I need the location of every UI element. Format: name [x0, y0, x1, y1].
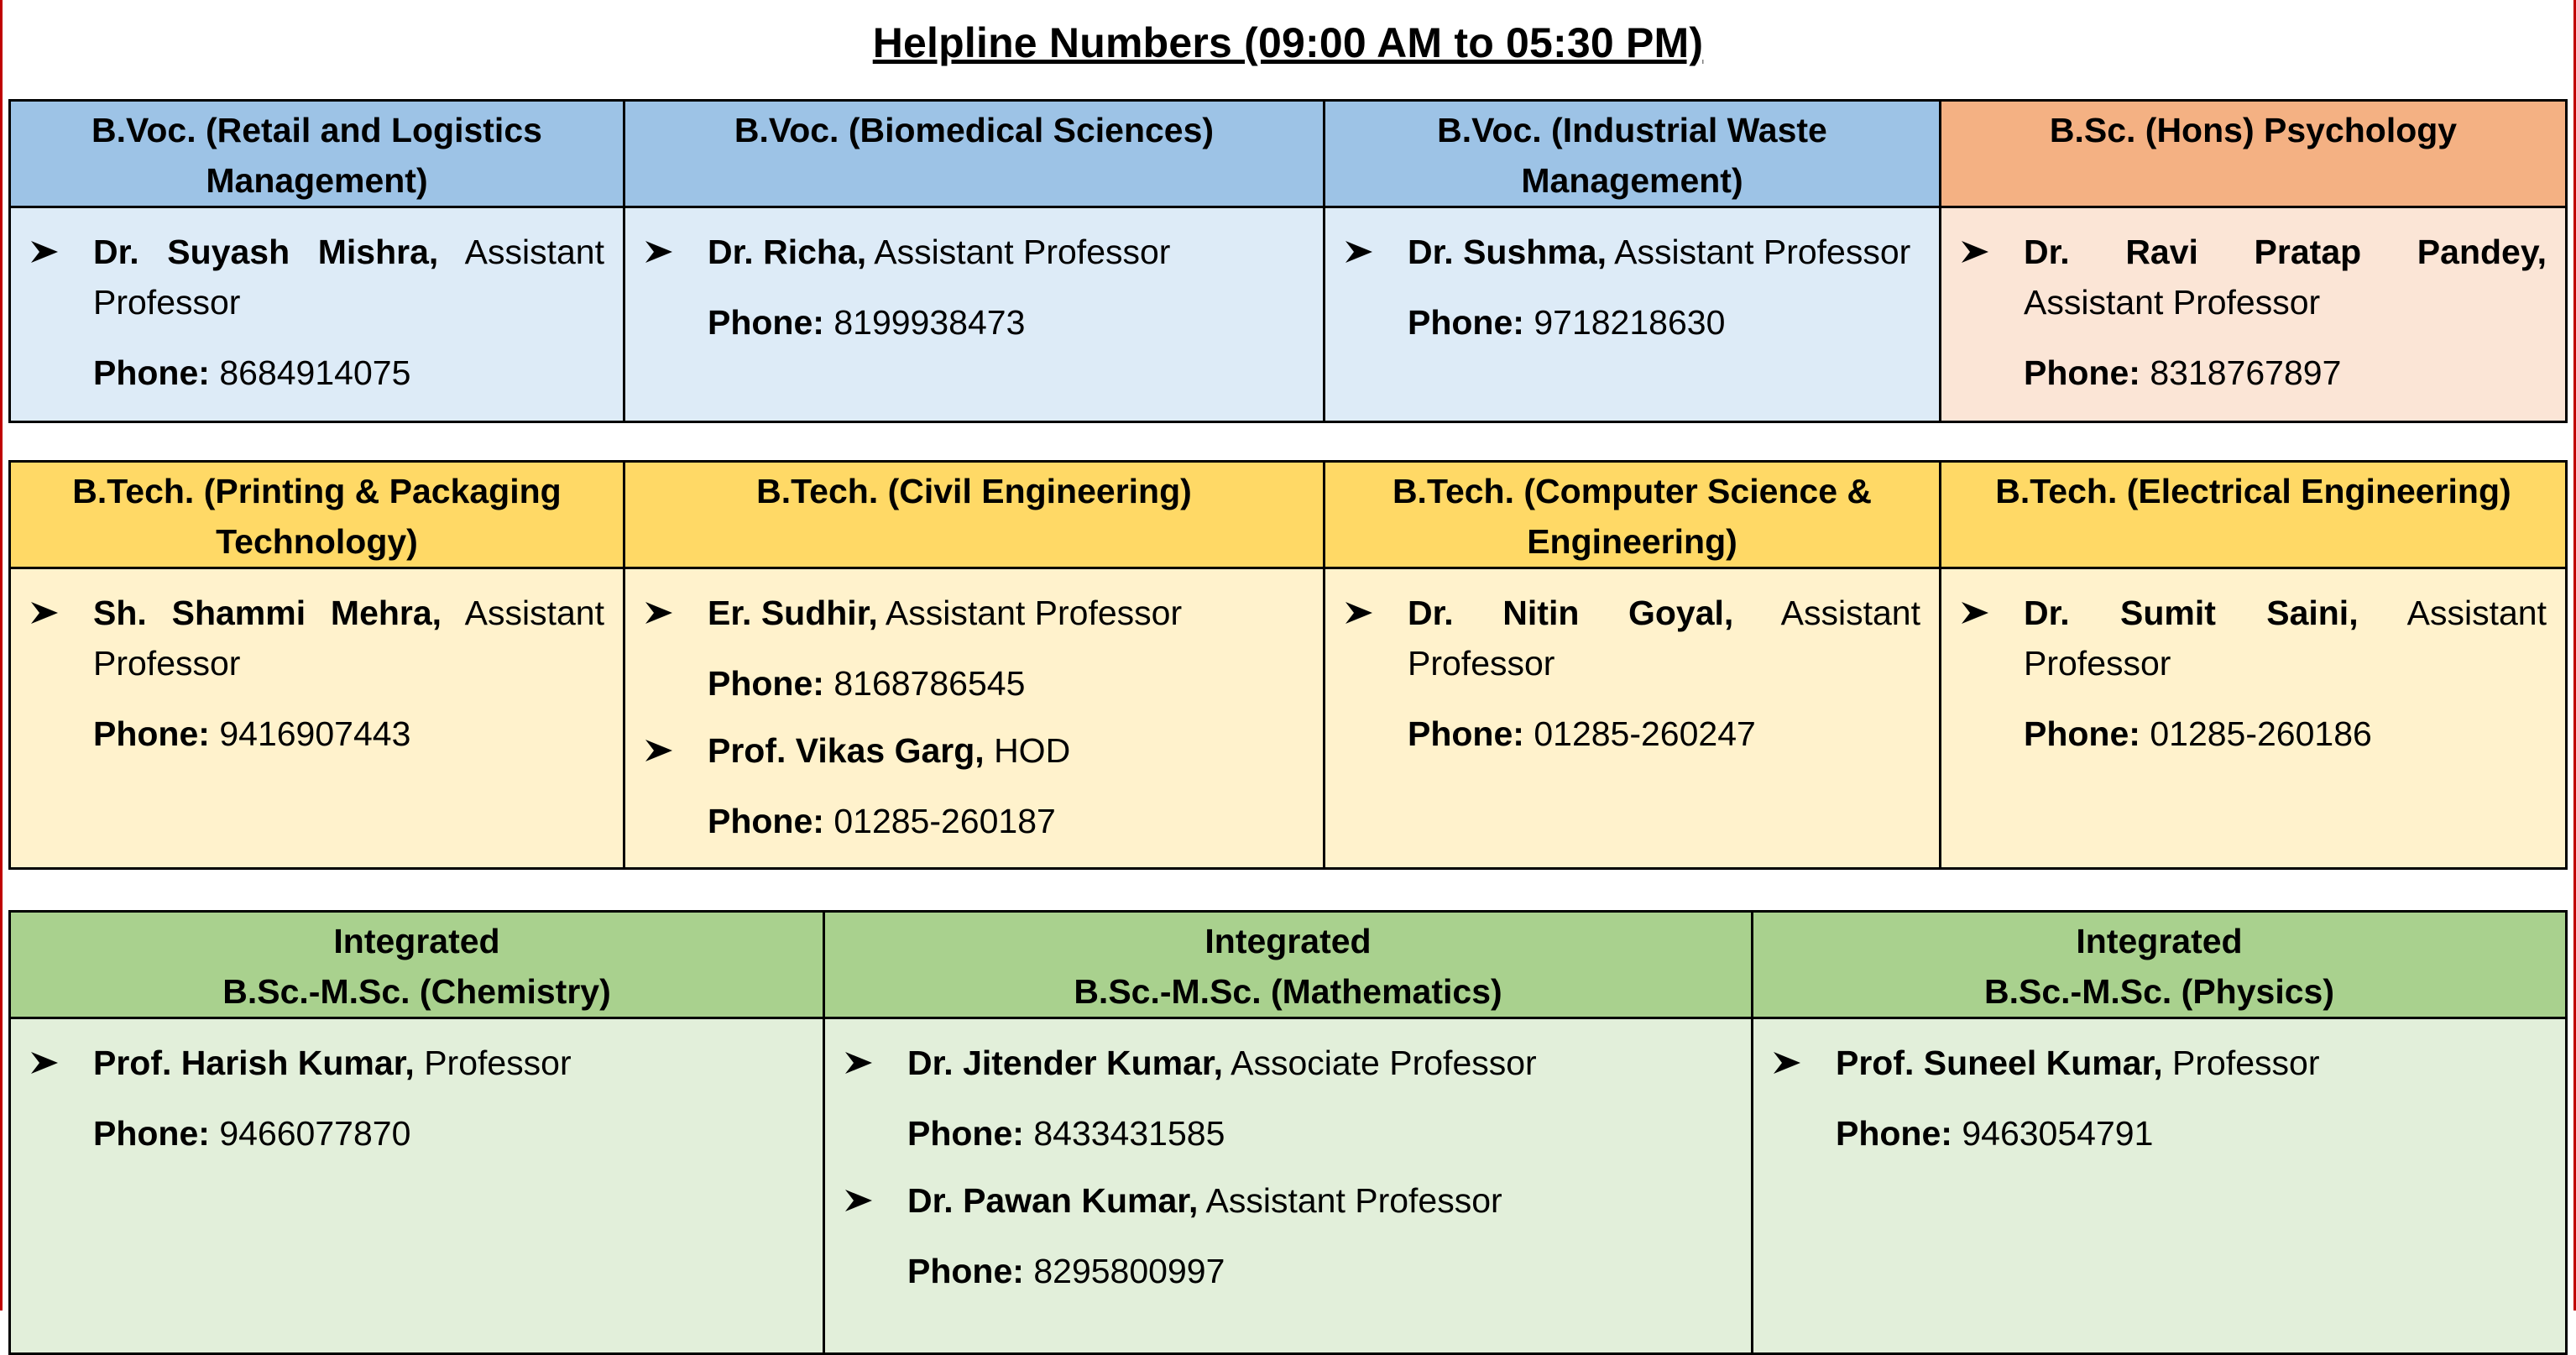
phone-number: 8684914075: [219, 353, 411, 392]
phone-number: 8168786545: [833, 664, 1026, 703]
btech-helpline-table: [8, 460, 2568, 870]
contact-role: Associate Professor: [1231, 1044, 1537, 1082]
column-heading-computer-science: B.Tech. (Computer Science & Engineering): [1325, 462, 1941, 568]
phone-number: 9463054791: [1962, 1114, 2154, 1153]
contact-role: Assistant Professor: [2024, 283, 2321, 322]
phone-number: 9718218630: [1534, 303, 1726, 342]
phone-number: 9466077870: [219, 1114, 411, 1153]
contact-name: Prof. Vikas Garg,: [708, 731, 985, 770]
phone-label: Phone:: [93, 353, 210, 392]
contact-role: Assistant Professor: [1614, 233, 1911, 271]
contact-entry: [844, 1038, 1732, 1159]
phone-label: Phone:: [708, 802, 824, 840]
contact-entry: [1960, 588, 2547, 759]
contact-name: Prof. Suneel Kumar,: [1836, 1044, 2163, 1082]
contact-entry: [644, 227, 1304, 348]
phone-number: 8318767897: [2150, 353, 2342, 392]
phone-label: Phone:: [1408, 714, 1524, 753]
contact-role: Assistant Professor: [885, 594, 1183, 632]
column-heading-psychology: B.Sc. (Hons) Psychology: [1941, 101, 2567, 207]
phone-label: Phone:: [93, 1114, 210, 1153]
heading-line: Integrated: [1204, 922, 1372, 960]
contact-role: Assistant Professor: [93, 233, 604, 322]
table-header-row: [10, 101, 2567, 207]
contact-cell: [1941, 207, 2567, 422]
contact-name: Sh. Shammi Mehra,: [93, 594, 442, 632]
contact-cell: [624, 207, 1325, 422]
heading-line: Integrated: [2076, 922, 2243, 960]
phone-label: Phone:: [93, 714, 210, 753]
contact-entry: [644, 725, 1304, 846]
contact-entry: [29, 227, 604, 398]
heading-line: Integrated: [333, 922, 500, 960]
arrow-bullet-icon: [644, 227, 677, 277]
contact-cell: [10, 568, 624, 869]
table-header-row: [10, 912, 2567, 1018]
phone-label: Phone:: [907, 1252, 1024, 1290]
column-heading-industrial-waste: B.Voc. (Industrial Waste Management): [1325, 101, 1941, 207]
contact-role: HOD: [994, 731, 1071, 770]
phone-label: Phone:: [2024, 714, 2140, 753]
phone-number: 8433431585: [1033, 1114, 1225, 1153]
arrow-bullet-icon: [29, 588, 63, 638]
contact-cell: [1753, 1018, 2567, 1354]
contact-name: Er. Sudhir,: [708, 594, 878, 632]
phone-label: Phone:: [708, 664, 824, 703]
contact-cell: [1325, 568, 1941, 869]
contact-cell: [824, 1018, 1753, 1354]
contact-cell: [1941, 568, 2567, 869]
column-heading-chemistry: [10, 912, 824, 1018]
column-heading-electrical: B.Tech. (Electrical Engineering): [1941, 462, 2567, 568]
column-heading-biomedical: B.Voc. (Biomedical Sciences): [624, 101, 1325, 207]
phone-number: 8295800997: [1033, 1252, 1225, 1290]
contact-name: Dr. Jitender Kumar,: [907, 1044, 1223, 1082]
arrow-bullet-icon: [29, 227, 63, 277]
contact-entry: [644, 588, 1304, 709]
contact-entry: [1344, 588, 1920, 759]
integrated-helpline-table: [8, 910, 2568, 1355]
contact-cell: [624, 568, 1325, 869]
contact-name: Dr. Suyash Mishra,: [93, 233, 439, 271]
contact-name: Dr. Sumit Saini,: [2024, 594, 2359, 632]
contact-role: Professor: [2172, 1044, 2320, 1082]
contact-name: Dr. Sushma,: [1408, 233, 1607, 271]
phone-number: 01285-260187: [833, 802, 1056, 840]
phone-label: Phone:: [907, 1114, 1024, 1153]
contact-role: Assistant Professor: [2024, 594, 2547, 683]
table-row: [10, 207, 2567, 422]
page-border-left: [0, 0, 3, 1311]
table-row: [10, 568, 2567, 869]
phone-label: Phone:: [1408, 303, 1524, 342]
contact-entry: [29, 588, 604, 759]
arrow-bullet-icon: [1344, 588, 1377, 638]
contact-entry: [1344, 227, 1920, 348]
table-row: [10, 1018, 2567, 1354]
column-heading-printing-packaging: B.Tech. (Printing & Packaging Technology): [10, 462, 624, 568]
bvoc-helpline-table: [8, 99, 2568, 423]
arrow-bullet-icon: [644, 588, 677, 638]
phone-label: Phone:: [2024, 353, 2140, 392]
contact-entry: [1960, 227, 2547, 398]
column-heading-retail-logistics: B.Voc. (Retail and Logistics Management): [10, 101, 624, 207]
arrow-bullet-icon: [1344, 227, 1377, 277]
contact-cell: [10, 207, 624, 422]
page-title: Helpline Numbers (09:00 AM to 05:30 PM): [872, 19, 1704, 66]
arrow-bullet-icon: [644, 725, 677, 776]
column-heading-physics: [1753, 912, 2567, 1018]
contact-role: Assistant Professor: [1205, 1181, 1502, 1220]
contact-name: Dr. Richa,: [708, 233, 867, 271]
phone-number: 01285-260247: [1534, 714, 1756, 753]
contact-name: Dr. Ravi Pratap Pandey,: [2024, 233, 2547, 271]
phone-label: Phone:: [708, 303, 824, 342]
contact-role: Assistant Professor: [93, 594, 604, 683]
heading-line: B.Sc.-M.Sc. (Chemistry): [222, 972, 611, 1011]
heading-line: B.Sc.-M.Sc. (Physics): [1984, 972, 2334, 1011]
arrow-bullet-icon: [844, 1175, 877, 1226]
phone-label: Phone:: [1836, 1114, 1952, 1153]
arrow-bullet-icon: [1960, 227, 1993, 277]
phone-number: 9416907443: [219, 714, 411, 753]
contact-cell: [10, 1018, 824, 1354]
table-header-row: [10, 462, 2567, 568]
contact-entry: [29, 1038, 804, 1159]
phone-number: 8199938473: [833, 303, 1026, 342]
phone-number: 01285-260186: [2150, 714, 2372, 753]
contact-entry: [844, 1175, 1732, 1296]
contact-cell: [1325, 207, 1941, 422]
arrow-bullet-icon: [844, 1038, 877, 1088]
heading-line: B.Sc.-M.Sc. (Mathematics): [1074, 972, 1502, 1011]
contact-entry: [1772, 1038, 2547, 1159]
arrow-bullet-icon: [1960, 588, 1993, 638]
column-heading-mathematics: [824, 912, 1753, 1018]
column-heading-civil: B.Tech. (Civil Engineering): [624, 462, 1325, 568]
contact-name: Dr. Nitin Goyal,: [1408, 594, 1734, 632]
contact-role: Assistant Professor: [1408, 594, 1920, 683]
arrow-bullet-icon: [1772, 1038, 1805, 1088]
arrow-bullet-icon: [29, 1038, 63, 1088]
contact-name: Dr. Pawan Kumar,: [907, 1181, 1199, 1220]
contact-role: Assistant Professor: [874, 233, 1171, 271]
contact-role: Professor: [424, 1044, 572, 1082]
contact-name: Prof. Harish Kumar,: [93, 1044, 415, 1082]
